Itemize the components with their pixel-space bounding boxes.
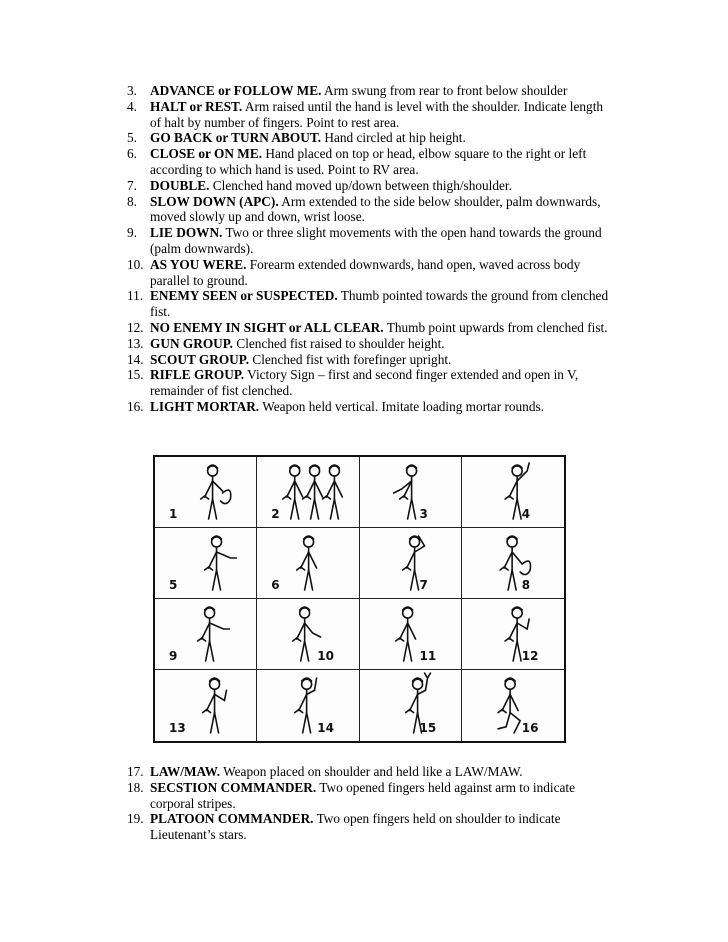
- list-item: 3. ADVANCE or FOLLOW ME. Arm swung from rear to front below shoulder: [127, 83, 568, 98]
- stick-figure: [205, 536, 237, 590]
- signal-number-label: 4: [521, 507, 531, 521]
- list-item: 11. ENEMY SEEN or SUSPECTED. Thumb pointed towards the ground from clenched fist.: [127, 288, 609, 320]
- signal-number-label: 15: [419, 721, 437, 735]
- list-item: 4. HALT or REST. Arm raised until the hand is level with the shoulder. Indicate length of halt by number of fingers. Point to rest area.: [127, 98, 604, 130]
- signal-illustration: [360, 457, 461, 527]
- signal-number-label: 8: [521, 578, 531, 592]
- stick-figure: [393, 465, 416, 519]
- signal-cell-6: [257, 528, 359, 599]
- signal-cell-3: [360, 457, 462, 528]
- list-item: 5. GO BACK or TURN ABOUT. Hand circled at hip height.: [127, 130, 466, 146]
- list-item: 19. PLATOON COMMANDER. Two open fingers held on shoulder to indicate Lieutenant’s stars.: [127, 811, 561, 843]
- signal-illustration: [462, 599, 564, 669]
- signal-illustration: [462, 670, 564, 741]
- signal-cell-12: [462, 599, 564, 670]
- signal-cell-10: [257, 599, 359, 670]
- stick-figure: [297, 536, 317, 590]
- list-item: 14. SCOUT GROUP. Clenched fist with forefinger upright.: [127, 351, 452, 367]
- list-item: 16. LIGHT MORTAR. Weapon held vertical. Imitate loading mortar rounds.: [127, 398, 544, 414]
- signals-list-top: [127, 83, 617, 415]
- signal-number-label: 3: [419, 507, 428, 521]
- stick-figure: [323, 465, 343, 519]
- signal-illustration: [360, 599, 461, 669]
- hand-signals-figure: [153, 455, 566, 743]
- stick-figure: [295, 678, 317, 733]
- signal-number-label: 14: [317, 721, 334, 735]
- list-item: 7. DOUBLE. Clenched hand moved up/down between thigh/shoulder.: [127, 177, 512, 193]
- signal-cell-15: [360, 670, 462, 741]
- signal-illustration: [462, 528, 564, 598]
- signal-cell-4: [462, 457, 564, 528]
- list-item: 17. LAW/MAW. Weapon placed on shoulder and held like a LAW/MAW.: [127, 764, 523, 779]
- stick-figure: [395, 607, 415, 661]
- stick-figure: [283, 465, 303, 519]
- list-item: 8. SLOW DOWN (APC). Arm extended to the side below shoulder, palm downwards, moved slowly up and down, wrist loose.: [127, 193, 601, 225]
- signal-number-label: 11: [419, 649, 437, 663]
- signal-cell-7: [360, 528, 462, 599]
- stick-figure: [303, 465, 323, 519]
- signal-illustration: [360, 528, 461, 598]
- signal-illustration: [257, 670, 358, 741]
- signal-cell-16: [462, 670, 564, 741]
- signal-number-label: 13: [169, 721, 186, 735]
- signal-number-label: 9: [169, 649, 178, 663]
- signal-number-label: 12: [521, 649, 539, 663]
- signal-cell-11: [360, 599, 462, 670]
- signal-cell-8: [462, 528, 564, 599]
- list-item: 13. GUN GROUP. Clenched fist raised to shoulder height.: [127, 335, 445, 351]
- signal-number-label: 10: [317, 649, 334, 663]
- signal-number-label: 6: [271, 578, 280, 592]
- stick-figure: [198, 607, 230, 661]
- signal-number-label: 1: [169, 507, 178, 521]
- signal-cell-13: [155, 670, 257, 741]
- stick-figure: [498, 678, 520, 733]
- stick-figure: [203, 678, 227, 733]
- list-item: 12. NO ENEMY IN SIGHT or ALL CLEAR. Thumb point upwards from clenched fist.: [127, 319, 608, 335]
- signal-number-label: 5: [169, 578, 178, 592]
- signal-number-label: 2: [271, 507, 280, 521]
- stick-figure: [201, 465, 231, 519]
- signal-number-label: 7: [419, 578, 428, 592]
- list-item: 6. CLOSE or ON ME. Hand placed on top or head, elbow square to the right or left according to which hand is used. Point to RV area.: [127, 146, 587, 177]
- signals-list-bottom: [127, 764, 617, 843]
- signal-illustration: [462, 457, 564, 527]
- list-item: 15. RIFLE GROUP. Victory Sign – first and second finger extended and open in V, remainder of fist clenched.: [127, 367, 579, 399]
- signal-cell-9: [155, 599, 257, 670]
- signal-cell-14: [257, 670, 359, 741]
- list-item: 10. AS YOU WERE. Forearm extended downwards, hand open, waved across body parallel to ground.: [127, 256, 581, 288]
- list-item: 9. LIE DOWN. Two or three slight movements with the open hand towards the ground (palm downwards).: [127, 225, 602, 256]
- signal-cell-5: [155, 528, 257, 599]
- list-item: 18. SECSTION COMMANDER. Two opened fingers held against arm to indicate corporal stripes.: [127, 779, 576, 811]
- signal-cell-1: [155, 457, 257, 528]
- signal-cell-2: [257, 457, 359, 528]
- signal-illustration: [360, 670, 461, 741]
- signal-number-label: 16: [521, 721, 539, 735]
- signal-illustration: [257, 599, 358, 669]
